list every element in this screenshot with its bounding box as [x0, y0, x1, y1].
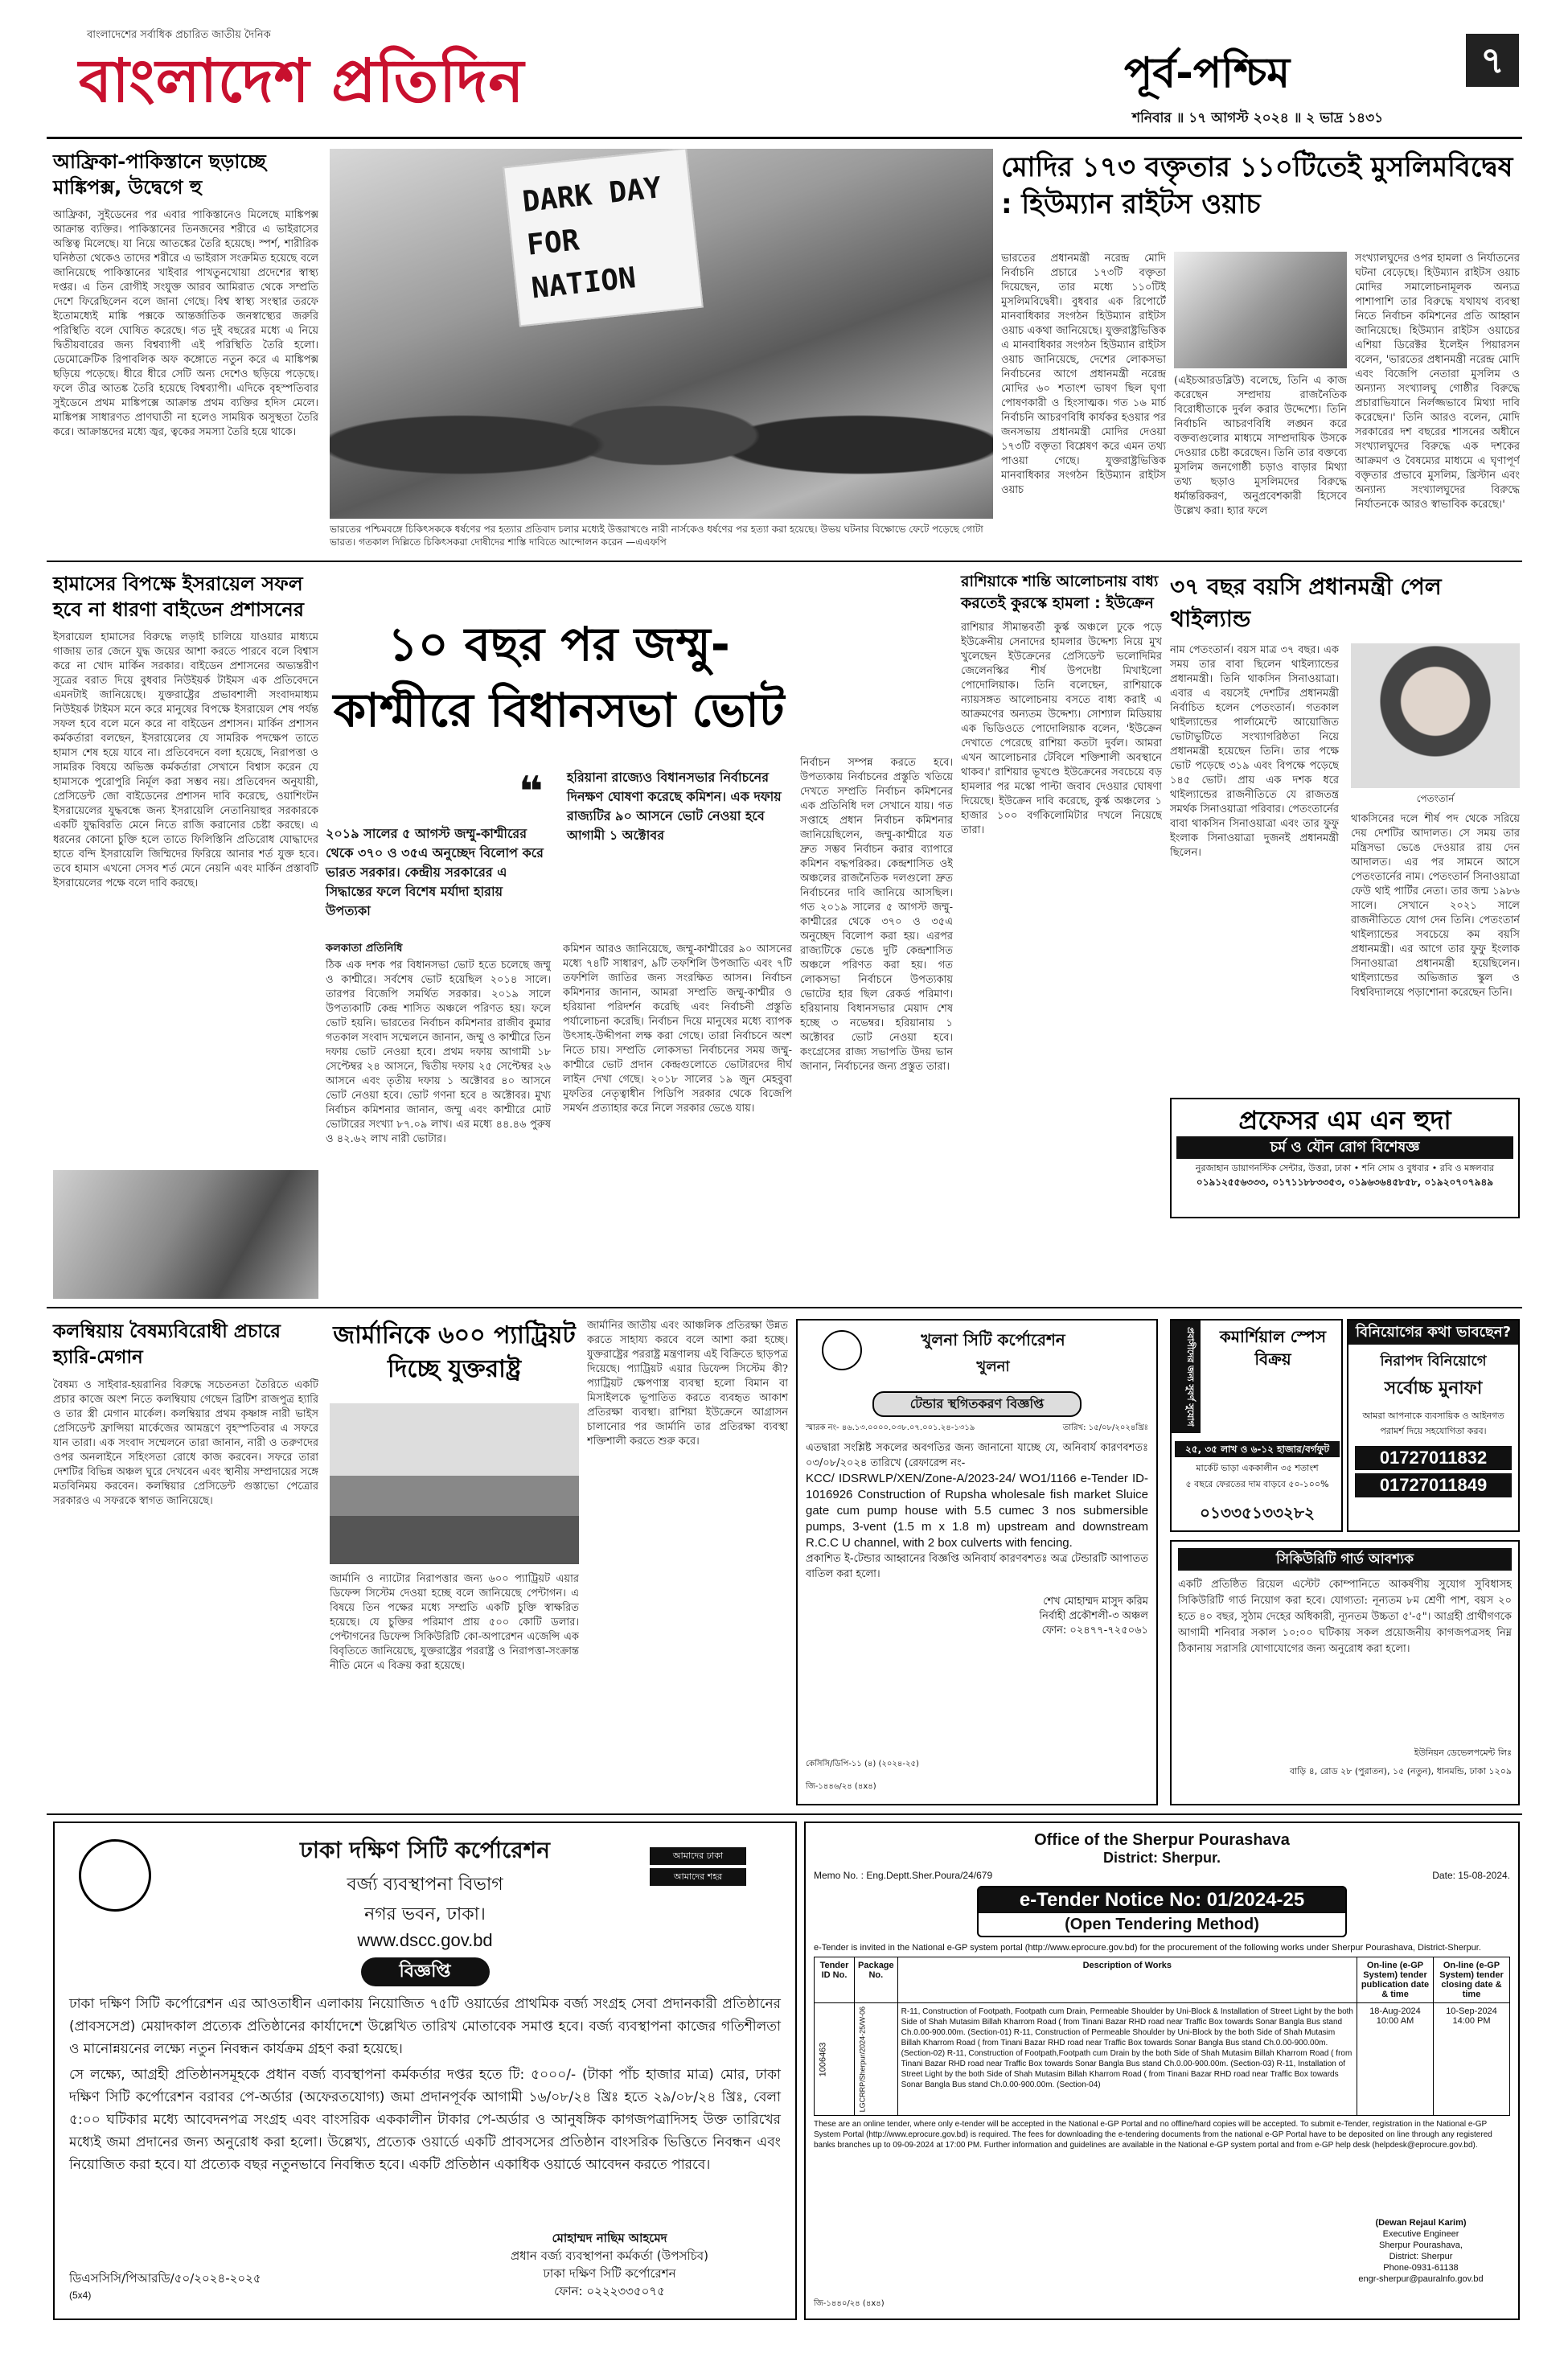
ad-office: Office of the Sherpur Pourashava: [1034, 1831, 1290, 1849]
ad-sig-phone: ফোন: ০২২২৩৩৫০৭৫: [554, 2284, 665, 2298]
col-description: Description of Works: [897, 1957, 1357, 2003]
ad-org: খুলনা সিটি কর্পোরেশন: [921, 1330, 1065, 1349]
ad-signatory: শেখ মোহাম্মদ মাসুদ করিম: [1043, 1596, 1148, 1608]
ad-title: বিনিয়োগের কথা ভাবছেন?: [1348, 1320, 1518, 1345]
cell-pub-date: 18-Aug-2024 10:00 AM: [1357, 2003, 1434, 2116]
col-package: Package No.: [855, 1957, 898, 2003]
ad-phone: ০১৩৩৫১৩৩২৮২: [1200, 1503, 1315, 1522]
table-header: [815, 1957, 1510, 2003]
ad-sig-title: নির্বাহী প্রকৌশলী-৩ অঞ্চল: [1039, 1610, 1148, 1622]
cell-tender-id: 1006463: [815, 2003, 855, 2116]
section-name: পূর্ব-পশ্চিম: [1124, 49, 1291, 97]
ad-org: ঢাকা দক্ষিণ সিটি কর্পোরেশন: [300, 1837, 550, 1863]
ad-line3: আমরা আপনাকে ব্যবসায়িক ও আইনগত: [1362, 1411, 1504, 1421]
ad-website: www.dscc.gov.bd: [357, 1930, 493, 1950]
ad-sig-phone: Phone-0931-61138: [1383, 2263, 1459, 2273]
ad-body: এতদ্বারা সংশ্লিষ্ট সকলের অবগতির জন্য জানানো যাচ্ছে যে, অনিবার্য কারণবশতঃ ০৩/০৮/২০২৪ তারিখে (রেফারেন্স নং-: [806, 1442, 1148, 1469]
dscc-logo-icon: [79, 1839, 151, 1912]
ad-title-box: [977, 1886, 1347, 1937]
ad-offer: মার্কেট ভাড়া এককালীন ৩৫ শতাংশ: [1196, 1463, 1319, 1473]
ad-sig-name: (Dewan Rejaul Karim): [1375, 2218, 1467, 2228]
ad-notice: বিজ্ঞপ্তি: [361, 1957, 490, 1986]
table-row: [815, 2003, 1510, 2116]
cell-package: LGCRRP/Sherpur/2024-25/W-06: [855, 2003, 898, 2116]
ad-subtitle: (Open Tendering Method): [1065, 1916, 1259, 1933]
article-body: আফ্রিকা, সুইডেনের পর এবার পাকিস্তানেও মিলেছে মাঙ্কিপক্স আক্রান্ত ব্যক্তির। পাকিস্তানের তিনজনের শরীরে এ ভাইরাসের অস্তিত্ব মিলেছে। যা নিয়ে আতঙ্কের তৈরি হয়েছে। স্পর্শ, শারীরিক ঘনিষ্ঠতা থেকেও তাদের শরীরে এ ভাইরাস সংক্রমিত হয়েছে বলে জানিয়েছে পাকিস্তানের খাইবার পাখতুনখোয়া প্রদেশের স্বাস্থ্য দপ্তর। এ তিন রোগীই সংযুক্ত আরব আমিরাত থেকে সম্প্রতি দেশে ফিরেছিলেন বলে জানা গেছে। বিশ্ব স্বাস্থ্য সংস্থার তরফে ইতোমধ্যেই মাঙ্কি পক্সকে আন্তর্জাতিক জনস্বাস্থ্যের জরুরি পরিস্থিতি বলে ঘোষিত করেছে। গত দুই বছরের মধ্যে এ নিয়ে দ্বিতীয়বারের জন্য বিশ্বব্যাপী এই পরিস্থিতি তৈরি হলো। ডেমোক্রেটিক রিপাবলিক অফ কঙ্গোতে নতুন করে এ মাঙ্কিপক্স ছড়িয়ে পড়েছে। ধীরে ধীরে সেটি অন্য দেশেও ছড়িয়ে পড়েছে। ফলে তীব্র আতঙ্ক তৈরি হয়েছে বিশ্বব্যাপী। এদিকে বৃহস্পতিবার সুইডেনে প্রথম মাঙ্কিপক্সে আক্রান্ত প্রথম ব্যক্তির হদিস মেলে। মাঙ্কিপক্স সাধারণত প্রাণঘাতী না হলেও সাময়িক অসুস্থতা তৈরি করে। আক্রান্তদের মধ্যে জ্বর, ত্বকের সমস্যা তৈরি হয়ে থাকে।: [53, 209, 318, 438]
divider: [47, 561, 1522, 562]
divider: [47, 1813, 1522, 1815]
article-body-col2: থাকসিনের দলে শীর্ষ পদ থেকে সরিয়ে দেয় দেশটির আদালত। সে সময় তার মন্ত্রিসভা ভেঙে দেওয়ার রায় দেন আদালত। এর পর সামনে আসে পেতংতার্নের নাম। পেতংতার্ন সিনাওয়াত্রা ফেউ থাই পার্টির নেতা। তার জন্ম ১৯৮৬ সালে। সেখানে ২০২১ সালে রাজনীতিতে যোগ দেন তিনি। পেতংতার্ন থাইল্যান্ডের সবচেয়ে কম বয়সি প্রধানমন্ত্রী। এর আগে তার ফুফু ইংলাক সিনাওয়াত্রা প্রধানমন্ত্রী হয়েছিলেন। থাইল্যান্ডের অভিজাত স্কুল ও বিশ্ববিদ্যালয়ে পড়াশোনা করেছেন তিনি।: [1351, 813, 1520, 999]
ad-code: কেসিসি/ডিপি-১১ (৪) (২০২৪-২৫): [806, 1760, 919, 1768]
newspaper-logo: বাংলাদেশ প্রতিদিন: [79, 47, 525, 116]
ad-side-text: প্রবাসীদের জন্য সুবর্ণ সুযোগ: [1170, 1320, 1201, 1433]
headline: হামাসের বিপক্ষে ইসরায়েল সফল হবে না ধারণা বাইডেন প্রশাসনের: [53, 573, 304, 621]
headline: আফ্রিকা-পাকিস্তানে ছড়াচ্ছে মাঙ্কিপক্স, উদ্বেগে হু: [53, 150, 266, 199]
article-body: ইসরায়েল হামাসের বিরুদ্ধে লড়াই চালিয়ে যাওয়ার মাধ্যমে গাজায় তার জেনে যুদ্ধ জয়ের আশা করতে পারবে বলে বিশ্বাস করে না খোদ মার্কিন সরকার। বাইডেন প্রশাসনের অভ্যন্তরীণ সূত্রের বরাত দিয়ে বুধবার নিউইয়র্ক টাইমস এক প্রতিবেদনে এমনটাই জানিয়েছে। যুক্তরাষ্ট্রের প্রভাবশালী সংবাদমাধ্যম নিউইয়র্ক টাইমস মনে করে মানুষের বিপক্ষে ইসরায়েল শেষ পর্যন্ত সফল হবে বলে মনে করে না বাইডেন প্রশাসন। মার্কিন প্রশাসন কর্মকর্তারা বলছেন, ইসরায়েলের যে সামরিক পদক্ষেপ তাতে হামাস শেষ হয়ে যাবে না। প্রতিবেদনে বলা হয়েছে, নিরাপত্তা ও সামরিক বিষয়ে অভিজ্ঞ কর্মকর্তারা সেখানে বিশ্বাস করেন যে হামাসকে পুরোপুরি নির্মূল করা সম্ভব নয়। প্রতিবেদন অনুযায়ী, প্রেসিডেন্ট জো বাইডেনের প্রশাসন দাবি করেছে, ওয়াশিংটন ইসরায়েলের যুদ্ধবন্ধে জন্য ইসরায়েলি নেতানিয়াহুর সরকারকে একটি যুদ্ধবিরতি মেনে নিতে রাজি করানোর চেষ্টা করছে। এ ধরনের কোনো চুক্তি হলে তাতে ফিলিস্তিনি প্রতিরোধ যোদ্ধাদের হাতে বন্দি ইসরায়েলি জিম্মিদের ফিরিয়ে আনার শর্ত যুক্ত হবে। তবে হামাস এখনো সেসব শর্ত মেনে নেয়নি এবং মার্কিন প্রস্তাবটি ইসরায়েলের পক্ষে বলে দাবি করছে।: [53, 631, 318, 889]
ad-size: (5x4): [69, 2290, 92, 2301]
dateline: শনিবার ॥ ১৭ আগস্ট ২০২৪ ॥ ২ ভাদ্র ১৪৩১: [1132, 110, 1384, 126]
headline: ৩৭ বছর বয়সি প্রধানমন্ত্রী পেল থাইল্যান্ড: [1170, 573, 1442, 632]
quote-icon: ❝: [519, 768, 544, 816]
masthead-rule: [47, 137, 1522, 139]
ad-sherpur: [804, 1822, 1520, 2320]
ad-ref: জি-১৪৪৬/২৪ (৪x৪): [806, 1782, 876, 1791]
russia-box: [961, 571, 1162, 1300]
ad-slogan-2: আমাদের শহর: [650, 1868, 746, 1886]
headline: ১০ বছর পর জম্মু-কাশ্মীরে বিধানসভা ভোট: [333, 617, 785, 737]
ad-title: সিকিউরিটি গার্ড আবশ্যক: [1178, 1548, 1512, 1571]
page-number-box: [1466, 34, 1519, 87]
ad-price: ২৫, ৩৫ লাখ ও ৬-১২ হাজার/বর্গফুট: [1175, 1441, 1340, 1457]
article-body-col1: ভারতের প্রধানমন্ত্রী নরেন্দ্র মোদি নির্বাচনি প্রচারে ১৭৩টি বক্তৃতা দিয়েছেন, তার মধ্যে ১১০টিই মুসলিমবিদ্বেষী। বুধবার এক রিপোর্টে মানবাধিকার সংগঠন হিউম্যান রাইটস ওয়াচ একথা জানিয়েছে। যুক্তরাষ্ট্রভিত্তিক এ মানবাধিকার সংগঠন হিউম্যান রাইটস ওয়াচ জানিয়েছে, দেশের লোকসভা নির্বাচনের আগে প্রধানমন্ত্রী নরেন্দ্র মোদির ৬০ শতাংশ ভাষণ ছিল ঘৃণা পোষণকারী ও হিংসাত্মক। গত ১৬ মার্চ নির্বাচনি আচরণবিধি কার্যকর হওয়ার পর জনসভায় প্রধানমন্ত্রী মোদির দেওয়া ১৭৩টি বক্তৃতা বিশ্লেষণ করে এমন তথ্য পাওয়া গেছে। যুক্তরাষ্ট্রভিত্তিক মানবাধিকার সংগঠন হিউম্যান রাইটস ওয়াচ: [1001, 253, 1166, 496]
ad-signatory: মোহাম্মদ নাছিম আহমেদ: [552, 2231, 667, 2245]
ad-investment: [1347, 1319, 1520, 1532]
ad-memo: স্মারক নং- ৪৬.১৩.০০০০.০৩৮.০৭.০০১.২৪-১৩১৯: [806, 1423, 975, 1432]
ad-title: প্রফেসর এম এন হুদা: [1238, 1105, 1451, 1136]
ad-professor: [1170, 1098, 1520, 1218]
ad-phone: ফোন: ০২৪৭৭-৭২৫০৬১: [1041, 1624, 1148, 1637]
ad-district: District: Sherpur.: [1102, 1850, 1221, 1866]
ad-signature: [441, 2229, 778, 2300]
ad-sig-title3: District: Sherpur: [1389, 2252, 1453, 2261]
article-body-col3: নির্বাচন সম্পন্ন করতে হবে। উপত্যকায় নির্বাচনের প্রস্তুতি খতিয়ে দেখতে সম্প্রতি নির্বাচন কমিশনের এক প্রতিনিধি দল সেখানে যায়। গত সপ্তাহে প্রধান নির্বাচন কমিশনার জানিয়েছিলেন, জম্মু-কাশ্মীরে যত দ্রুত সম্ভব নির্বাচন করার ব্যাপারে কমিশন বদ্ধপরিকর। কেন্দ্রশাসিত ওই অঞ্চলের রাজনৈতিক দলগুলো দ্রুত নির্বাচনের দাবি জানিয়ে আসছিল। গত ২০১৯ সালের ৫ আগস্ট জম্মু-কাশ্মীরের থেকে ৩৭০ ও ৩৫এ অনুচ্ছেদ বিলোপ করা হয়। এরপর রাজ্যটিকে ভেঙে দুটি কেন্দ্রশাসিত অঞ্চলে পরিণত করা হয়। গত লোকসভা নির্বাচনে উপত্যকায় ভোটের হার ছিল রেকর্ড পরিমাণ। হরিয়ানায় বিধানসভার মেয়াদ শেষ হচ্ছে ৩ নভেম্বর। হরিয়ানায় ১ অক্টোবর ভোট নেওয়া হবে। কংগ্রেসের রাজ্য সভাপতি উদয় ভান জানান, নির্বাচনের জন্য প্রস্তুত তারা।: [800, 757, 953, 1073]
col-tender-id: Tender ID No.: [815, 1957, 855, 2003]
ad-title: e-Tender Notice No: 01/2024-25: [979, 1887, 1345, 1913]
ad-sig-title2: Sherpur Pourashava,: [1379, 2241, 1463, 2250]
article-body-col1: নাম পেতংতার্ন। বয়স মাত্র ৩৭ বছর। এক সময় তার বাবা ছিলেন থাইল্যান্ডের প্রধানমন্ত্রী। তিনি থাকসিন সিনাওয়াত্রা। এবার এ বয়সেই দেশটির প্রধানমন্ত্রী নির্বাচিত হলেন পেতংতার্ন। গতকাল থাইল্যান্ডের পার্লামেন্টে আয়োজিত ভোটাভুটিতে সংখ্যাগরিষ্ঠতা নিয়ে প্রধানমন্ত্রী হয়েছেন তিনি। তার পক্ষে ভোট পড়েছে ৩১৯ এবং বিপক্ষে পড়েছে ১৪৫ ভোট। প্রায় এক দশক ধরে থাইল্যান্ডের রাজনীতিতে যে রাজতন্ত্র সমর্থক সিনাওয়াত্রা পরিবার। পেতংতার্নের বাবা থাকসিন সিনাওয়াত্রা এবং তার ফুফু ইংলাক সিনাওয়াত্রা দুজনই প্রধানমন্ত্রী ছিলেন।: [1170, 644, 1339, 859]
article-hamas: [53, 571, 318, 1166]
ad-security-guard: [1170, 1540, 1520, 1805]
ad-subtitle: চর্ম ও যৌন রোগ বিশেষজ্ঞ: [1176, 1136, 1513, 1159]
article-body-col3: সংখ্যালঘুদের ওপর হামলা ও নির্যাতনের ঘটনা বেড়েছে। হিউম্যান রাইটস ওয়াচ মোদির সমালোচনামূলক অন্যত্র পাশাপাশি তার বিরুদ্ধে যথাযথ ব্যবস্থা নিতে নির্বাচন কমিশনের প্রতি আহ্বান জানিয়েছে। হিউম্যান রাইটস ওয়াচের এশিয়া ডিরেক্টর ইলেইন পিয়ারসন বলেন, 'ভারতের প্রধানমন্ত্রী নরেন্দ্র মোদি এবং বিজেপি নেতারা মুসলিম ও অন্যান্য সংখ্যালঘু গোষ্ঠীর বিরুদ্ধে প্রচারাভিযানে নির্লজ্জভাবে মিথ্যা দাবি করেছেন।' তিনি আরও বলেন, মোদি সরকারের দশ বছরের শাসনের অধীনে সংখ্যালঘুদের বিরুদ্ধে এক দশকের আক্রমণ ও বৈষম্যের মাধ্যমে এ ঘৃণাপূর্ণ বক্তৃতার প্রভাবে মুসলিম, খ্রিস্টান এবং অন্যান্য সংখ্যালঘুদের বিরুদ্ধে নির্যাতনকে আরও স্বাভাবিক করেছে।': [1355, 253, 1520, 511]
ad-date: Date: 15-08-2024.: [1432, 1870, 1510, 1881]
ad-details: নুরজাহান ডায়াগনস্টিক সেন্টার, উত্তরা, ঢাকা • শনি সোম ও বুধবার • রবি ও মঙ্গলবার: [1195, 1163, 1495, 1173]
ad-body1: ঢাকা দক্ষিণ সিটি কর্পোরেশন এর আওতাধীন এলাকায় নিয়োজিত ৭৫টি ওয়ার্ডের প্রাথমিক বর্জ্য সংগ্রহ সেবা প্রদানকারী প্রতিষ্ঠানের (প্রাবসসেপ্র) মেয়াদকাল প্রত্যেক প্রতিষ্ঠানের কার্যাদেশে উল্লেখিত তারিখ মোতাবেক সমাপ্ত হবে। বর্জ্য ব্যবস্থাপনা কাজের গতিশীলতা ও মানোন্নয়নের লক্ষ্যে নতুন নিবন্ধন কার্যক্রম গ্রহণ করা হয়েছে।: [69, 1996, 781, 2057]
ad-line4: পরামর্শ দিয়ে সহযোগিতা করব।: [1380, 1426, 1487, 1436]
ad-company: ইউনিয়ন ডেভেলপমেন্ট লিঃ: [1414, 1748, 1512, 1758]
photo-caption: পেতংতার্ন: [1416, 793, 1455, 804]
ad-sig-title1: Executive Engineer: [1382, 2229, 1459, 2239]
article-modi: [1001, 149, 1520, 555]
masthead-tagline: বাংলাদেশের সর্বাধিক প্রচারিত জাতীয় দৈনিক: [87, 29, 271, 41]
article-body-col1: ঠিক এক দশক পর বিধানসভা ভোট হতে চলেছে জম্মু ও কাশ্মীরে। সর্বশেষ ভোট হয়েছিল ২০১৪ সালে। তারপর বিজেপি সমর্থিত সরকার। ২০১৯ সালে উপত্যকাটি কেন্দ্র শাসিত অঞ্চলে পরিণত হয়। ফলে ভোট হয়নি। ভারতের নির্বাচন কমিশনার রাজীব কুমার গতকাল সংবাদ সম্মেলনে জানান, জম্মু ও কাশ্মীরে তিন দফায় ভোট নেওয়া হবে। প্রথম দফায় আগামী ১৮ সেপ্টেম্বর ২৪ আসনে, দ্বিতীয় দফায় ২৫ সেপ্টেম্বর ২৬ আসনে এবং তৃতীয় দফায় ১ অক্টোবর ৪০ আসনে ভোট নেওয়া হবে। ভোট গণনা হবে ৪ অক্টোবর। মুখ্য নির্বাচন কমিশনার জানান, জম্মু এবং কাশ্মীরে মোট ভোটারের সংখ্যা ৮৭.০৯ লাখ। এর মধ্যে ৪৪.৪৬ পুরুষ ও ৪২.৬২ লাখ নারী ভোটার।: [326, 959, 551, 1145]
lede-left: ২০১৯ সালের ৫ আগস্ট জম্মু-কাশ্মীরের থেকে ৩৭০ ও ৩৫এ অনুচ্ছেদ বিলোপ করে ভারত সরকার। কেন্দ্রীয় সরকারের এ সিদ্ধান্তের ফলে বিশেষ মর্যাদা হারায় উপত্যকা: [326, 826, 544, 918]
ad-phone1: 01727011832: [1355, 1446, 1512, 1470]
ad-dept: বর্জ্য ব্যবস্থাপনা বিভাগ: [347, 1875, 503, 1895]
cell-works: R-11, Construction of Footpath, Footpath cum Drain, Permeable Shoulder by Uni-Block & Installation of Street Light by the both Side of Shah Mutasim Billah Kharrom Road ( from Tinani Bazar RHD road near Traffic Box towards Sonar Bangla Bus stand Ch.0.00-900.00m. (Section-01) R-11, Construction of Permeable Shoulder by Uni-Block by the both Side of Shah Mutasim Billah Kharrom Road ( from Tinani Bazar RHD road near Traffic Box towards Sonar Bangla Bus stand Ch.0.00-900.00m. (Section-02) R-11, Construction of Footpath,Footpath cum Drain by the both Side of Shah Mutasim Billah Kharrom Road ( from Tinani Bazar RHD road near Traffic Box towards Sonar Bangla Bus stand Ch.0.00-900.00m. (Section-03) R-11, Installation of Street Light by the both Side of Shah Mutasim Billah Kharrom Road ( from Tinani Bazar RHD road near Traffic Box towards Sonar Bangla Bus stand Ch.0.00-900.00m. (Section-04): [897, 2003, 1357, 2116]
article-germany: [330, 1319, 788, 1805]
ad-title: কমার্শিয়াল স্পেস বিক্রয়: [1219, 1327, 1327, 1369]
ad-memo: Memo No. : Eng.Deptt.Sher.Poura/24/679: [814, 1870, 993, 1881]
col-publication: On-line (e-GP System) tender publication date & time: [1357, 1957, 1434, 2003]
ad-address: বাড়ি ৪, রোড ২৮ (পুরাতন), ১৫ (নতুন), ধানমন্ডি, ঢাকা ১২০৯: [1289, 1766, 1512, 1776]
ad-date: তারিখ: ১৫/০৮/২০২৪খ্রিঃ: [1062, 1423, 1148, 1432]
russia-headline: রাশিয়াকে শান্তি আলোচনায় বাধ্য করতেই কুরস্কে হামলা : ইউক্রেন: [961, 573, 1159, 612]
ad-ref: ডিএসসিসি/পিআরডি/৫০/২০২৪-২০২৫: [69, 2271, 261, 2286]
patriot-photo: [330, 1403, 579, 1564]
ad-city: খুলনা: [976, 1358, 1010, 1375]
kcc-seal-icon: [822, 1330, 862, 1370]
ad-notice-title: টেন্ডার স্থগিতকরণ বিজ্ঞপ্তি: [872, 1391, 1082, 1417]
article-monkeypox: [53, 149, 318, 539]
ad-footer: These are an online tender, where only e-tender will be accepted in the National e-GP Portal and no offline/hard copies will be accepted. To submit e-Tender, registration in the National e-GP System Portal (http://www.eprocure.gov.bd) is required. The fees for downloading the e-tendering documents from the national e-GP Portal have to be deposited on line through any registered banks branches up to 09-09-2024 at 17:00 PM. Further information and guidelines are available in the National e-GP system portal and from e-GP help desk (helpdesk@eprocure.gov.bd).: [814, 2120, 1492, 2150]
article-body: বৈষম্য ও সাইবার-হয়রানির বিরুদ্ধে সচেতনতা তৈরিতে একটি প্রচার কাজে অংশ নিতে কলম্বিয়ায় গেছেন ব্রিটিশ রাজপুত্র হ্যারি ও তার স্ত্রী মেগান মার্কেল। কলম্বিয়ার প্রথম কৃষ্ণাঙ্গ নারী ভাইস প্রেসিডেন্ট ফ্রান্সিয়া মার্কেজের আমন্ত্রণে বৃহস্পতিবার এ সফরে যান তারা। এক সংবাদ সম্মেলনে তারা জানান, নারী ও তরুণদের ওপর অনলাইনে সহিংসতা রোধে কাজ করবেন। সফরে তারা দেশটির বিভিন্ন অঞ্চল ঘুরে দেখবেন এবং স্থানীয় সম্প্রদায়ের সঙ্গে মতবিনিময় করবেন। কলম্বিয়ার প্রেসিডেন্ট গুস্তাভো পেত্রোর সরকারও এ সফরকে স্বাগত জানিয়েছে।: [53, 1379, 318, 1507]
ad-ref: জি-১৪৪০/২৪ (৪x৪): [814, 2299, 885, 2308]
article-body-col2: কমিশন আরও জানিয়েছে, জম্মু-কাশ্মীরের ৯০ আসনের মধ্যে ৭৪টি সাধারণ, ৯টি তফশিলি উপজাতি এবং ৭টি তফশিলি জাতির জন্য সংরক্ষিত আসন। নির্বাচন কমিশনার জানান, আমরা সম্প্রতি জম্মু-কাশ্মীর ও হরিয়ানা পরিদর্শন করেছি এবং নির্বাচনী প্রস্তুতি পর্যালোচনা করেছি। নির্বাচন দিয়ে মানুষের মধ্যে ব্যাপক উৎসাহ-উদ্দীপনা লক্ষ করা গেছে। তারা নির্বাচনে অংশ নিতে চায়। সম্প্রতি লোকসভা নির্বাচনের সময় জম্মু-কাশ্মীরে ভোট প্রদান কেন্দ্রগুলোতে ভোটারদের দীর্ঘ লাইন দেখা গেছে। ২০১৮ সালের ১৯ জুন মেহবুবা মুফতির নেতৃত্বাধীন পিডিপি সরকার থেকে বিজেপি সমর্থন প্রত্যাহার করে নিলে সরকার ভেঙে যায়।: [563, 943, 792, 1115]
russia-body: রাশিয়ার সীমান্তবর্তী কুর্স্ক অঞ্চলে ঢুকে পড়ে ইউক্রেনীয় সেনাদের হামলার উদ্দেশ্য নিয়ে মুখ খুলেছেন ইউক্রেনের প্রেসিডেন্ট ভলোদিমির জেলেনস্কির শীর্ষ উপদেষ্টা মিখাইলো পোদোলিয়াক। তিনি বলেছেন, রাশিয়াকে ন্যায়সঙ্গত আলোচনায় বসতে বাধ্য করাই এ আক্রমণের অন্যতম উদ্দেশ্য। সোশ্যাল মিডিয়ায় এক ভিডিওতে পোদোলিয়াক বলেন, 'ইউক্রেন দেখাতে পেরেছে রাশিয়া কতটা দুর্বল। আমরা এখন আলোচনার টেবিলে শক্তিশালী অবস্থানে থাকব।' রাশিয়ার ভূখণ্ডে ইউক্রেনের সবচেয়ে বড় হামলার পর মস্কো পাল্টা জবাব দেওয়ার ঘোষণা দিয়েছে। ইউক্রেন দাবি করেছে, কুর্স্ক অঞ্চলের ১ হাজার ১০০ বর্গকিলোমিটার দখলে নিয়েছে তারা।: [961, 622, 1162, 836]
ad-phones: ০১৯১২৫৫৬৩৩৩, ০১৭১১৮৮৩৩৫৩, ০১৯৬৩৬৪৫৮৫৮, ০১৯২০৭০৭৯৪৯: [1196, 1177, 1494, 1188]
ad-commercial-space: [1170, 1319, 1343, 1532]
ad-signature: [1336, 2217, 1505, 2285]
article-colombia: [53, 1319, 318, 1805]
harry-meghan-photo: [53, 1170, 318, 1299]
ad-signature: [806, 1595, 1148, 1638]
headline: জার্মানিকে ৬০০ প্যাট্রিয়ট দিচ্ছে যুক্তরাষ্ট্র: [333, 1321, 576, 1383]
protest-photo: [330, 149, 993, 519]
modi-photo: [1174, 252, 1347, 368]
page-number: ৭: [1480, 39, 1504, 82]
byline: কলকাতা প্রতিনিধি: [326, 943, 403, 955]
thailand-pm-photo: [1351, 643, 1520, 788]
cell-close-date: 10-Sep-2024 14:00 PM: [1434, 2003, 1510, 2116]
ad-body-end: প্রকাশিত ই-টেন্ডার আহ্বানের বিজ্ঞপ্তি অনিবার্য কারণবশতঃ অত্র টেন্ডারটি আপাতত বাতিল করা হলো।: [806, 1553, 1148, 1580]
ad-address: নগর ভবন, ঢাকা।: [364, 1904, 486, 1924]
article-thailand: [1170, 571, 1520, 1086]
tender-table: [814, 1957, 1510, 2116]
ad-line2: সর্বোচ্চ মুনাফা: [1384, 1378, 1483, 1399]
masthead: [47, 21, 1522, 142]
ad-dscc: [53, 1822, 797, 2320]
ad-sig-title1: প্রধান বর্জ্য ব্যবস্থাপনা কর্মকর্তা (উপসচিব): [510, 2249, 709, 2263]
lede-right: হরিয়ানা রাজ্যেও বিধানসভার নির্বাচনের দিনক্ষণ ঘোষণা করেছে কমিশন। এক দফায় রাজ্যটির ৯০ আসনে ভোট নেওয়া হবে আগামী ১ অক্টোবর: [567, 770, 782, 843]
ad-extra: ৫ বছরে ফেরতের দাম বাড়বে ৫০-১০০%: [1185, 1479, 1329, 1489]
ad-body2: সে লক্ষ্যে, আগ্রহী প্রতিষ্ঠানসমূহকে প্রধান বর্জ্য ব্যবস্থাপনা কর্মকর্তার দপ্তর হতে টি: ৫০০০/- (টাকা পাঁচ হাজার মাত্র) মোর, ঢাকা দক্ষিণ সিটি কর্পোরেশন বরাবর পে-অর্ডার (অফেরতযোগ্য) জমা প্রদানপূর্বক আগামী ১৬/০৮/২৪ খ্রিঃ হতে ২৯/০৮/২৪ খ্রিঃ, বেলা ৫:০০ ঘটিকার মধ্যে আবেদনপত্র সংগ্রহ এবং বাংসরিক এককালীন টাকার পে-অর্ডার ও আনুষঙ্গিক কাগজপত্রাদিসহ উক্ত তারিখের মধ্যেই জমা প্রদানের জন্য অনুরোধ করা হলো। উল্লেখ্য, প্রত্যেক ওয়ার্ডে একটি প্রাবসসের প্রতিষ্ঠান বাংসরিক ভিত্তিতে নিবন্ধন এবং নিয়োজিত করা হবে। যা প্রত্যেক বছর নতুনভাবে নিবন্ধিত হবে। একটি প্রতিষ্ঠান একাধিক ওয়ার্ডে আবেদন করতে পারবে।: [69, 2067, 781, 2173]
ad-phone2: 01727011849: [1355, 1473, 1512, 1497]
ad-intro: e-Tender is invited in the National e-GP system portal (http://www.eprocure.gov.bd) for the procurement of the following works under Sherpur Pourashava, District-Sherpur.: [814, 1943, 1481, 1953]
headline: কলম্বিয়ায় বৈষম্যবিরোধী প্রচারে হ্যারি-মেগান: [53, 1321, 281, 1368]
article-kashmir: [326, 571, 1162, 1303]
ad-slogan-1: আমাদের ঢাকা: [650, 1847, 746, 1865]
ad-sig-title2: ঢাকা দক্ষিণ সিটি কর্পোরেশন: [543, 2266, 676, 2281]
col-closing: On-line (e-GP System) tender closing date & time: [1434, 1957, 1510, 2003]
ad-sig-email: engr-sherpur@pauralnfo.gov.bd: [1358, 2274, 1484, 2284]
photo-caption: ভারতের পশ্চিমবঙ্গে চিকিৎসককে ধর্ষণের পর হত্যার প্রতিবাদ চলার মধ্যেই উত্তরাখণ্ডে নারী নার্সকেও ধর্ষণের পর হত্যা করা হয়েছে। উভয় ঘটনার বিক্ষোভে ফেটে পড়েছে গোটা ভারত। গতকাল দিল্লিতে চিকিৎসকরা দোষীদের শাস্তি দাবিতে আন্দোলন করেন —এএফপি: [330, 524, 983, 548]
placard: [503, 149, 704, 327]
headline: মোদির ১৭৩ বক্তৃতার ১১০টিতেই মুসলিমবিদ্বেষ : হিউম্যান রাইটস ওয়াচ: [1001, 151, 1513, 220]
divider: [47, 1307, 1522, 1308]
ad-body-en: KCC/ IDSRWLP/XEN/Zone-A/2023-24/ WO1/1166 e-Tender ID-1016926 Construction of Rupsha wholesale fish market Sluice gate cum pump house with 5.5 cumec 3 nos submersible pumps, 3-vent (1.5 m x 1.8 m) upstream and downstream R.C.C U channel, with 2 box culverts with fencing.: [806, 1472, 1148, 1550]
ad-khulna: [796, 1319, 1158, 1805]
ad-body: একটি প্রতিষ্ঠিত রিয়েল এস্টেট কোম্পানিতে আকর্ষণীয় সুযোগ সুবিধাসহ সিকিউরিটি গার্ড নিয়োগ করা হবে। যোগ্যতা: নূন্যতম ৮ম শ্রেণী পাশ, বয়স ২০ হতে ৪০ বছর, সুঠাম দেহের অধিকারী, ন্যূনতম উচ্চতা ৫'-৫"। আগ্রহী প্রার্থীগণকে আগামী শনিবার সকাল ১০:০০ ঘটিকায় সকল প্রয়োজনীয় কাগজপত্রসহ নিম্ন ঠিকানায় সরাসরি যোগাযোগের জন্য অনুরোধ করা হলো।: [1178, 1579, 1512, 1655]
placard-text: DARK DAY FOR NATION: [520, 171, 663, 306]
crowd-silhouettes: [330, 334, 993, 519]
article-body-col2: (এইচআরডব্লিউ) বলেছে, তিনি এ কাজ করেছেন সম্প্রদায় রাজনৈতিক বিরোধীতাকে দুর্বল করার উদ্দেশ্যে। তিনি নির্বাচনি আচরণবিধি লঙ্ঘন করে বক্তব্যগুলোর মাধ্যমে সাম্প্রদায়িক উসকে দেওয়ার চেষ্টা করেছেন। তিনি তার বক্তব্যে মুসলিম জনগোষ্ঠী চড়াও বাড়ার মিথ্যা তথ্য ছড়াও মুসলিমদের বিরুদ্ধে ধর্মান্তরিকরণ, অনুপ্রবেশকারী হিসেবে উল্লেখ করা। হ্যার ফলে: [1174, 375, 1347, 517]
ad-line1: নিরাপদ বিনিয়োগে: [1380, 1353, 1487, 1370]
article-body-col2: জার্মানির জাতীয় এবং আঞ্চলিক প্রতিরক্ষা উন্নত করতে সাহায্য করবে বলে আশা করা হচ্ছে। যুক্তরাষ্ট্রের পররাষ্ট্র মন্ত্রণালয় এই বিক্রিতে ছাড়পত্র দিয়েছে। প্যাট্রিয়ট এয়ার ডিফেন্স সিস্টেম কী? প্যাট্রিয়ট ক্ষেপণাস্ত্র ব্যবস্থা হলো বিমান বা মিসাইলকে ভূপাতিত করতে ব্যবহৃত আকাশ প্রতিরক্ষা ব্যবস্থা। রাশিয়া ইউক্রেনে আগ্রাসন চালানোর পর জার্মানি তার প্রতিরক্ষা ব্যবস্থা শক্তিশালী করতে শুরু করে।: [587, 1320, 788, 1448]
article-body-col1: জার্মানি ও ন্যাটোর নিরাপত্তার জন্য ৬০০ প্যাট্রিয়ট এয়ার ডিফেন্স সিস্টেম দেওয়া হচ্ছে বলে জানিয়েছে পেন্টাগন। এ বিষয়ে তিন পক্ষের মধ্যে সম্প্রতি একটি চুক্তি স্বাক্ষরিত হয়েছে। যে চুক্তির পরিমাণ প্রায় ৫০০ কোটি ডলার। পেন্টাগনের ডিফেন্স সিকিউরিটি কো-অপারেশন এজেন্সি এক বিবৃতিতে জানিয়েছে, যুক্তরাষ্ট্রের পররাষ্ট্র ও নিরাপত্তা-সংক্রান্ত নীতি মেনে এ বিক্রয় করা হয়েছে।: [330, 1573, 579, 1672]
